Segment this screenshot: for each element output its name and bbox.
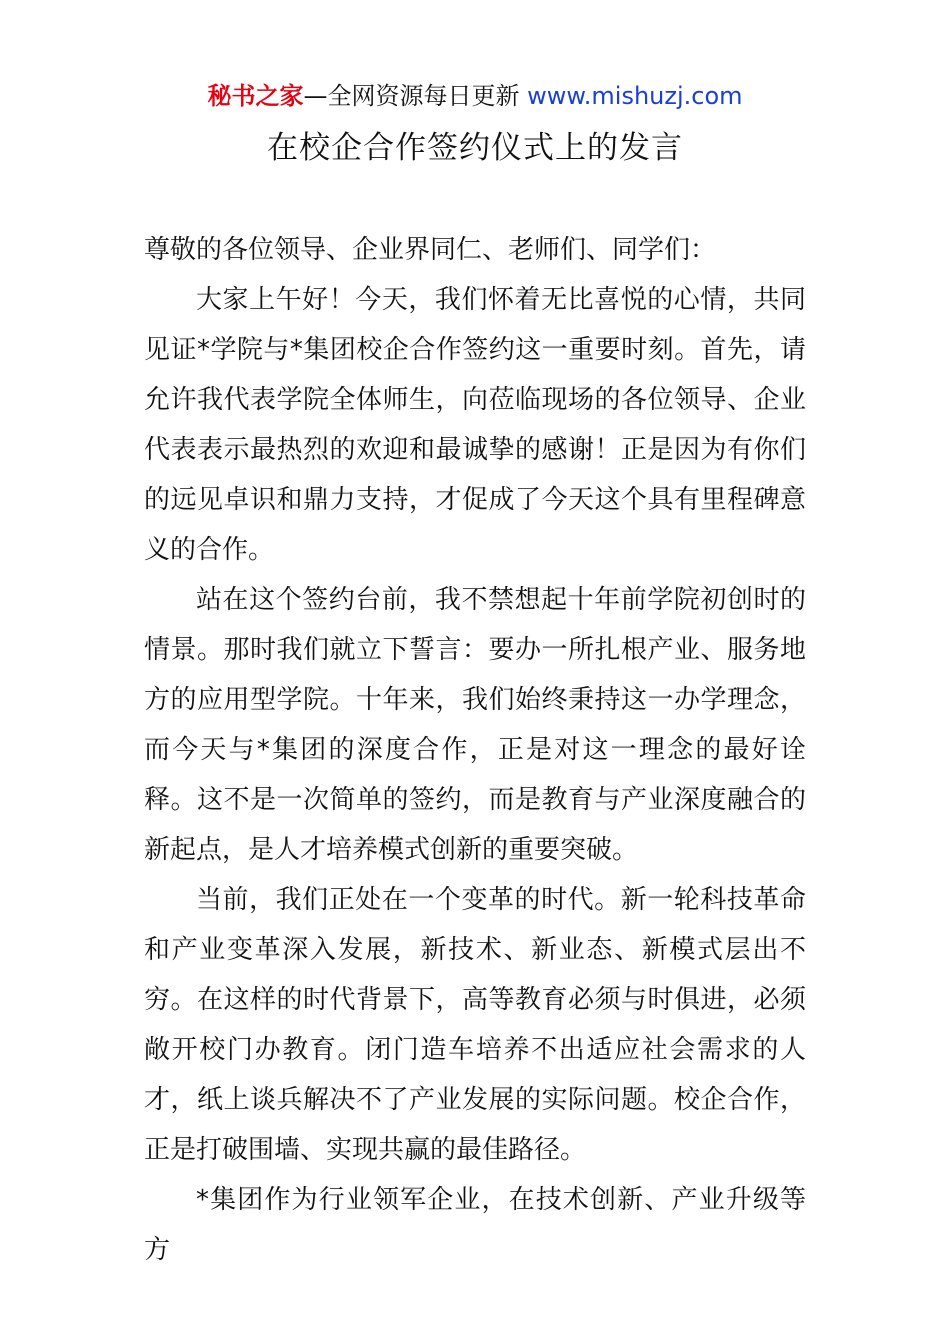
- paragraph: 大家上午好！今天，我们怀着无比喜悦的心情，共同见证*学院与*集团校企合作签约这一重要时刻。首先，请允许我代表学院全体师生，向莅临现场的各位领导、企业代表表示最热烈的欢迎和最诚挚的感谢！正是因为有你们的远见卓识和鼎力支持，才促成了今天这个具有里程碑意义的合作。: [144, 285, 806, 565]
- document-title: 在校企合作签约仪式上的发言: [267, 130, 683, 166]
- site-header: [0, 80, 950, 112]
- paragraph: 当前，我们正处在一个变革的时代。新一轮科技革命和产业变革深入发展，新技术、新业态、新模式层出不穷。在这样的时代背景下，高等教育必须与时俱进，必须敞开校门办教育。闭门造车培养不出适应社会需求的人才，纸上谈兵解决不了产业发展的实际问题。校企合作，正是打破围墙、实现共赢的最佳路径。: [144, 885, 806, 1165]
- document-body: [144, 225, 806, 1275]
- paragraph: *集团作为行业领军企业，在技术创新、产业升级等方: [144, 1185, 806, 1265]
- salutation: 尊敬的各位领导、企业界同仁、老师们、同学们：: [144, 235, 717, 265]
- header-tagline: —全网资源每日更新: [303, 82, 528, 110]
- site-url-link[interactable]: www.mishuzj.com: [527, 82, 743, 110]
- brand-name: 秘书之家: [207, 82, 304, 110]
- paragraph: 站在这个签约台前，我不禁想起十年前学院初创时的情景。那时我们就立下誓言：要办一所扎根产业、服务地方的应用型学院。十年来，我们始终秉持这一办学理念，而今天与*集团的深度合作，正是对这一理念的最好诠释。这不是一次简单的签约，而是教育与产业深度融合的新起点，是人才培养模式创新的重要突破。: [144, 585, 806, 865]
